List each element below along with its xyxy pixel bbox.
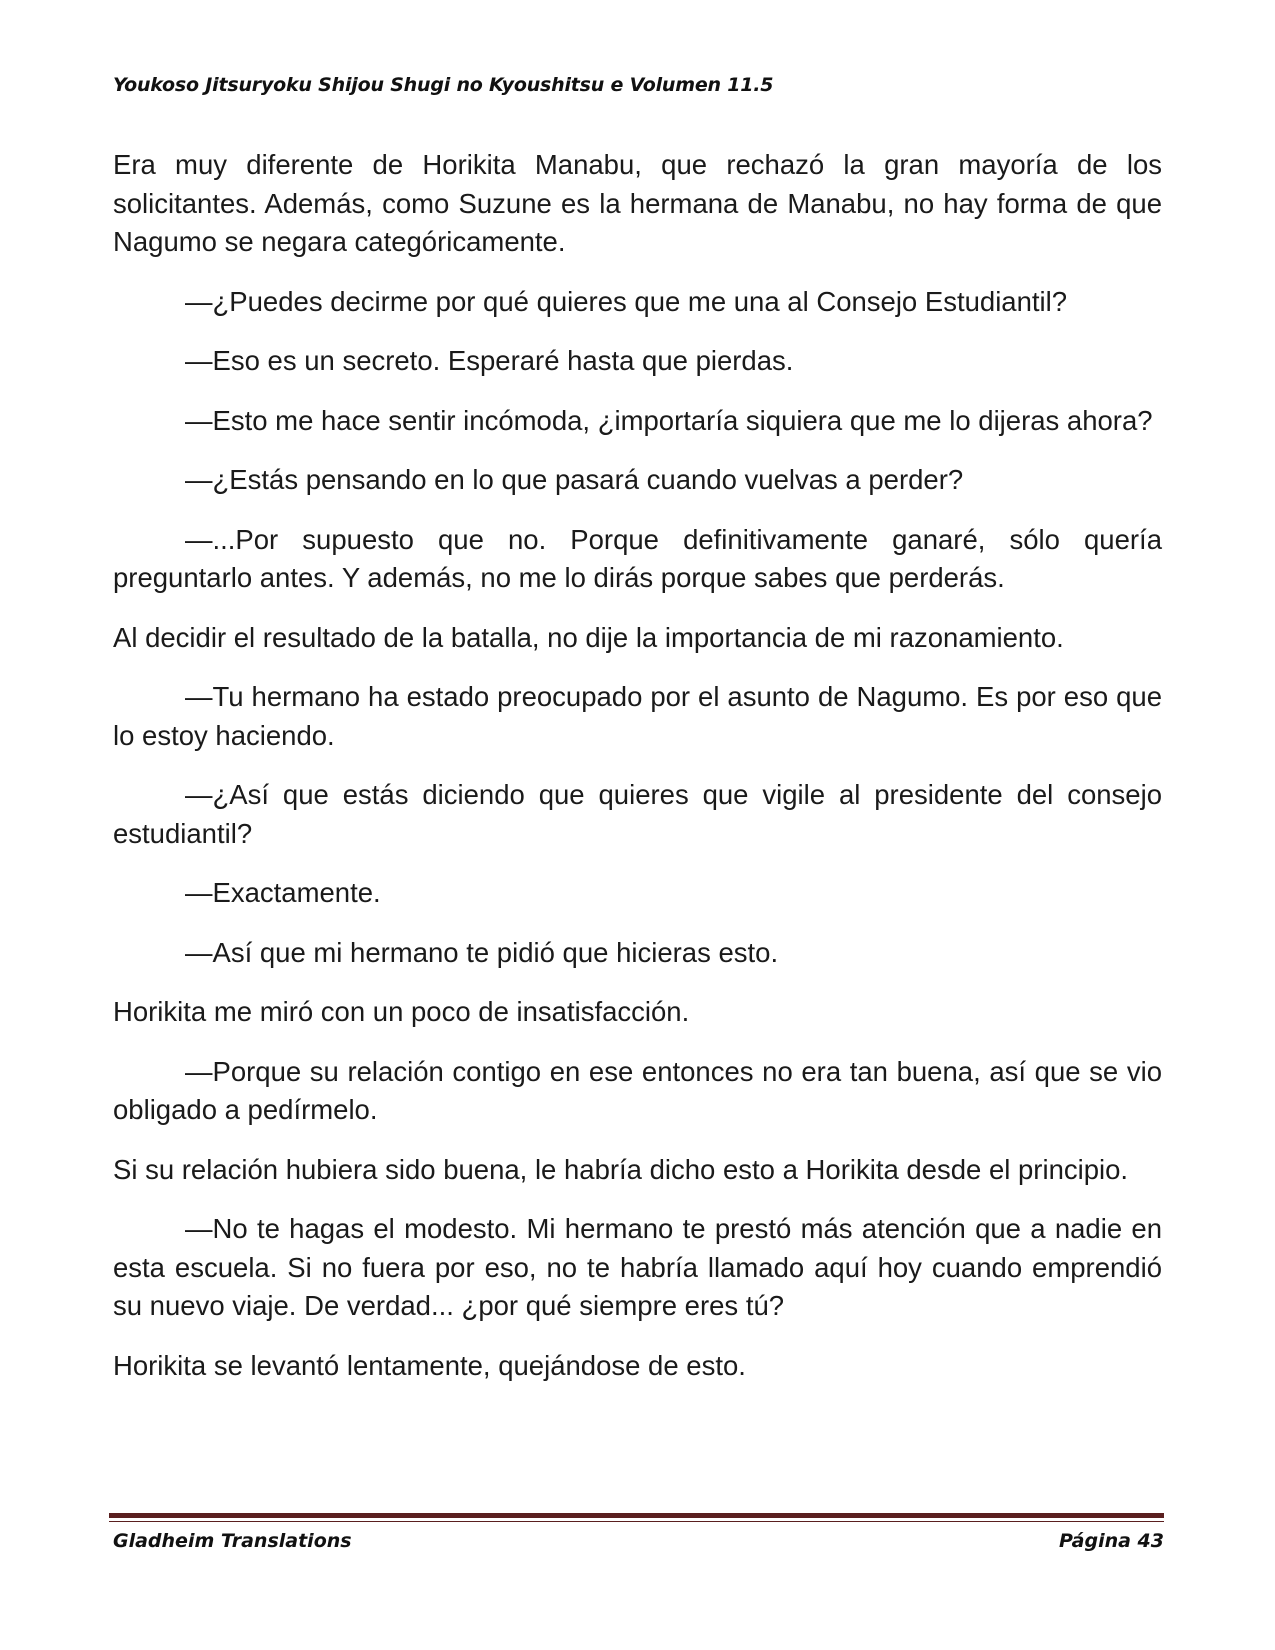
paragraph-dialogue: —¿Así que estás diciendo que quieres que vigile al presidente del consejo estudiantil? <box>113 779 1162 849</box>
paragraph-dialogue: —¿Estás pensando en lo que pasará cuando vuelvas a perder? <box>185 464 964 495</box>
footer-divider-thick <box>109 1513 1164 1518</box>
paragraph-dialogue: —No te hagas el modesto. Mi hermano te prestó más atención que a nadie en esta escuela. Si no fuera por eso, no te habría llamado aquí hoy cuando emprendió su nuevo viaje. De verdad... ¿por qué siempre eres tú? <box>113 1213 1162 1321</box>
paragraph-dialogue: —Así que mi hermano te pidió que hicieras esto. <box>185 936 779 968</box>
paragraph-dialogue: —Porque su relación contigo en ese entonces no era tan buena, así que se vio obligado a pedírmelo. <box>113 1055 1162 1125</box>
paragraph-narration: Horikita se levantó lentamente, quejándose de esto. <box>113 1349 746 1381</box>
paragraph-dialogue: —Esto me hace sentir incómoda, ¿importaría siquiera que me lo dijeras ahora? <box>185 404 1153 436</box>
paragraph-dialogue: —Eso es un secreto. Esperaré hasta que pierdas. <box>185 345 794 376</box>
page-header-title: Youkoso Jitsuryoku Shijou Shugi no Kyoushitsu e Volumen 11.5 <box>113 74 774 96</box>
paragraph-dialogue: —¿Puedes decirme por qué quieres que me una al Consejo Estudiantil? <box>185 285 1068 317</box>
paragraph-narration: Si su relación hubiera sido buena, le habría dicho esto a Horikita desde el principio. <box>113 1153 1129 1185</box>
paragraph-dialogue: —...Por supuesto que no. Porque definitivamente ganaré, sólo quería preguntarlo antes. Y además, no me lo dirás porque sabes que perderás. <box>113 523 1162 593</box>
paragraph-narration: Al decidir el resultado de la batalla, no dije la importancia de mi razonamiento. <box>113 621 1064 653</box>
footer-divider-thin <box>109 1521 1164 1522</box>
paragraph-dialogue: —Exactamente. <box>185 877 381 908</box>
paragraph-narration: Horikita me miró con un poco de insatisfacción. <box>113 996 690 1027</box>
paragraph-narration: Era muy diferente de Horikita Manabu, que rechazó la gran mayoría de los solicitantes. Además, como Suzune es la hermana de Manabu, no hay forma de que Nagumo se negara categóricamente. <box>113 149 1162 257</box>
paragraph-dialogue: —Tu hermano ha estado preocupado por el asunto de Nagumo. Es por eso que lo estoy haciendo. <box>113 681 1162 751</box>
footer-translator-credit: Gladheim Translations <box>113 1530 352 1552</box>
footer-page-number: Página 43 <box>1058 1530 1164 1552</box>
page-body <box>113 146 1162 1406</box>
